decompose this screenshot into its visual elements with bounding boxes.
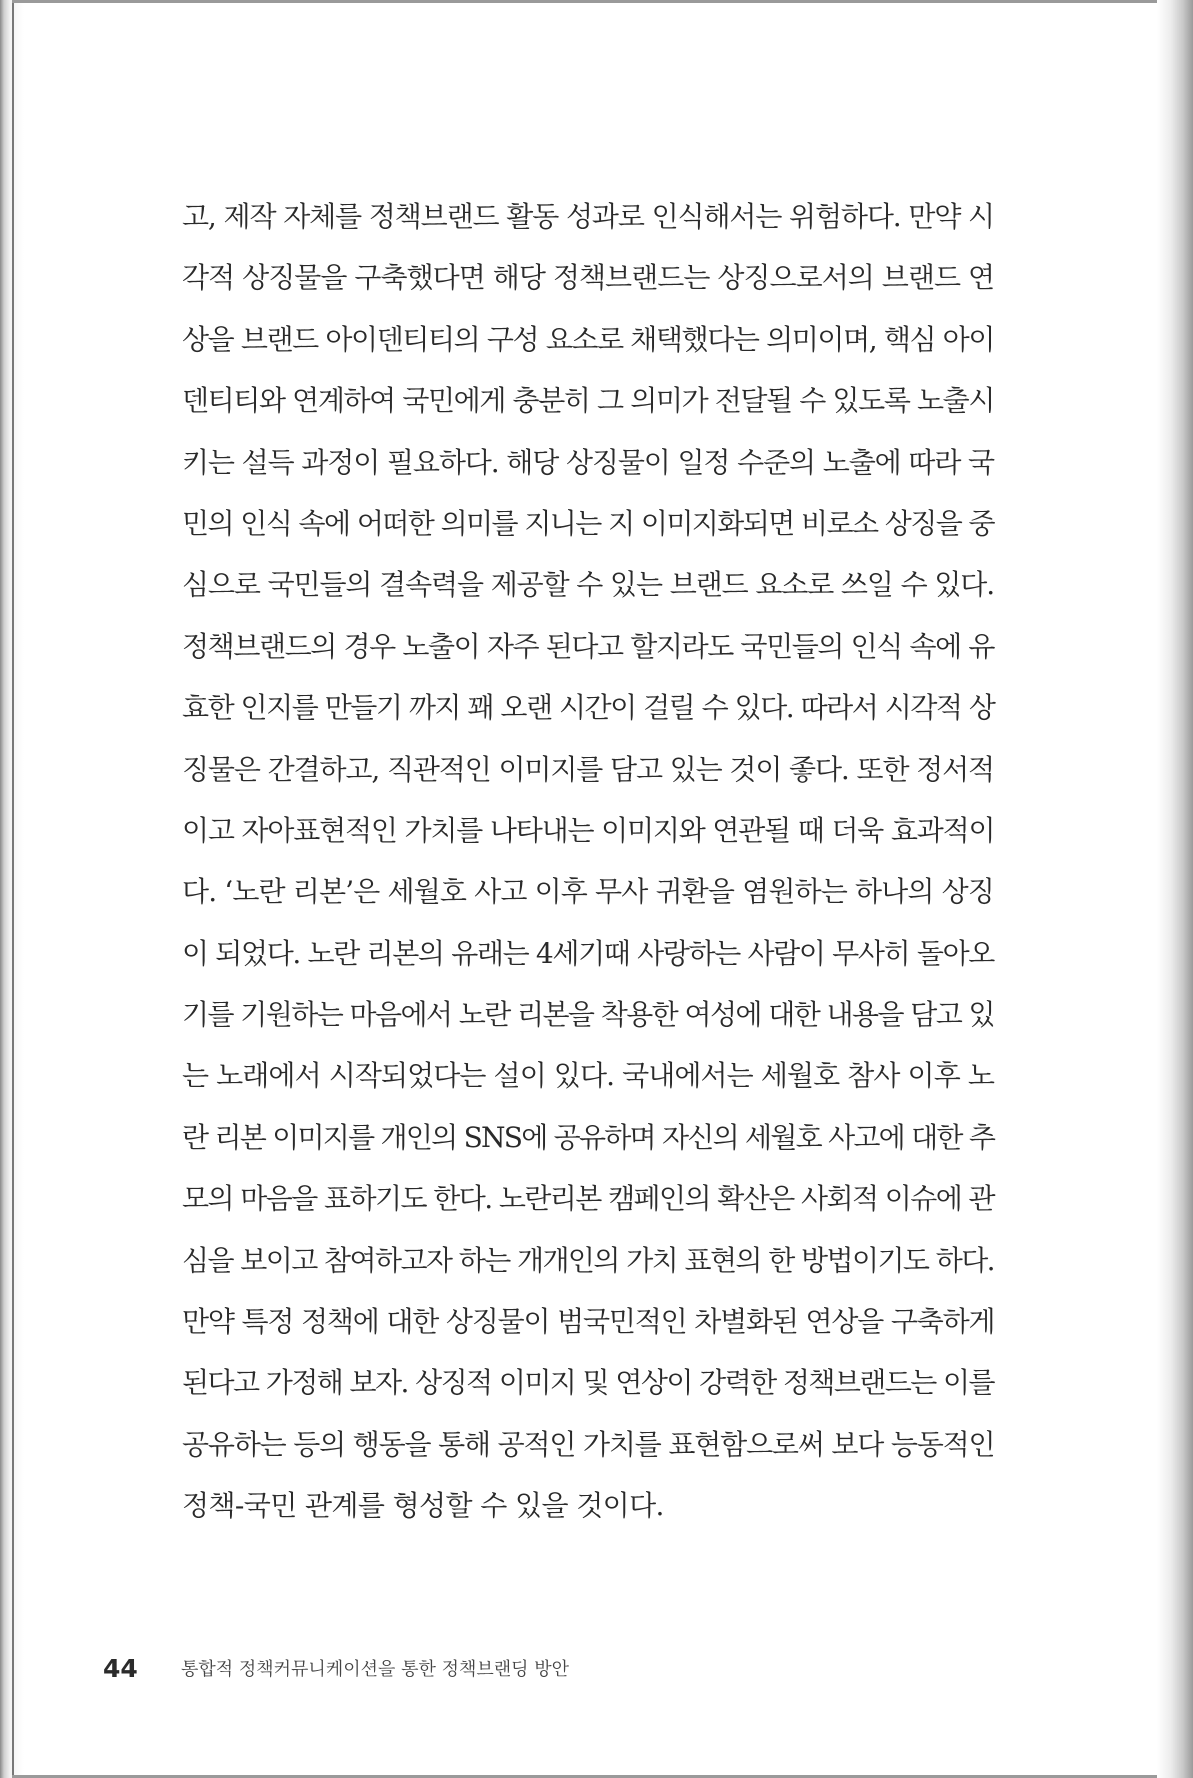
body-line: 각적 상징물을 구축했다면 해당 정책브랜드는 상징으로서의 브랜드 연: [182, 261, 995, 295]
body-line: 모의 마음을 표하기도 한다. 노란리본 캠페인의 확산은 사회적 이슈에 관: [182, 1182, 994, 1216]
body-line: 키는 설득 과정이 필요하다. 해당 상징물이 일정 수준의 노출에 따라 국: [182, 445, 994, 479]
body-line: 기를 기원하는 마음에서 노란 리본을 착용한 여성에 대한 내용을 담고 있: [182, 998, 994, 1032]
body-line: 는 노래에서 시작되었다는 설이 있다. 국내에서는 세월호 참사 이후 노: [182, 1059, 994, 1093]
page-left-edge: [12, 0, 14, 1778]
body-line: 징물은 간결하고, 직관적인 이미지를 담고 있는 것이 좋다. 또한 정서적: [182, 752, 994, 786]
body-line: 효한 인지를 만들기 까지 꽤 오랜 시간이 걸릴 수 있다. 따라서 시각적 상: [182, 691, 995, 725]
body-line: 심을 보이고 참여하고자 하는 개개인의 가치 표현의 한 방법이기도 하다.: [182, 1243, 994, 1277]
body-line: 다. ‘노란 리본’은 세월호 사고 이후 무사 귀환을 염원하는 하나의 상징: [182, 875, 995, 909]
body-line: 심으로 국민들의 결속력을 제공할 수 있는 브랜드 요소로 쓰일 수 있다.: [182, 568, 994, 602]
page-number: 44: [103, 1653, 138, 1683]
page-footer: [103, 1652, 569, 1684]
body-line: 이고 자아표현적인 가치를 나타내는 이미지와 연관될 때 더욱 효과적이: [182, 813, 995, 847]
body-line: 정책브랜드의 경우 노출이 자주 된다고 할지라도 국민들의 인식 속에 유: [182, 629, 994, 663]
body-line: 란 리본 이미지를 개인의 SNS에 공유하며 자신의 세월호 사고에 대한 추: [182, 1120, 995, 1154]
body-line: 민의 인식 속에 어떠한 의미를 지니는 지 이미지화되면 비로소 상징을 중: [182, 506, 994, 540]
body-line: 된다고 가정해 보자. 상징적 이미지 및 연상이 강력한 정책브랜드는 이를: [182, 1366, 994, 1400]
body-line: 고, 제작 자체를 정책브랜드 활동 성과로 인식해서는 위험하다. 만약 시: [182, 200, 994, 233]
body-paragraph: [182, 186, 994, 1537]
page-top-edge: [12, 0, 1193, 3]
body-line: 덴티티와 연계하여 국민에게 충분히 그 의미가 전달될 수 있도록 노출시: [182, 384, 994, 418]
body-line: 공유하는 등의 행동을 통해 공적인 가치를 표현함으로써 보다 능동적인: [182, 1427, 995, 1461]
body-line-last: 정책-국민 관계를 형성할 수 있을 것이다.: [182, 1489, 664, 1523]
running-title: 통합적 정책커뮤니케이션을 통한 정책브랜딩 방안: [181, 1659, 570, 1680]
page-right-shadow: [1157, 0, 1193, 1778]
body-line: 이 되었다. 노란 리본의 유래는 4세기때 사랑하는 사람이 무사히 돌아오: [182, 936, 994, 970]
body-line: 만약 특정 정책에 대한 상징물이 범국민적인 차별화된 연상을 구축하게: [182, 1305, 995, 1339]
body-line: 상을 브랜드 아이덴티티의 구성 요소로 채택했다는 의미이며, 핵심 아이: [182, 322, 994, 356]
